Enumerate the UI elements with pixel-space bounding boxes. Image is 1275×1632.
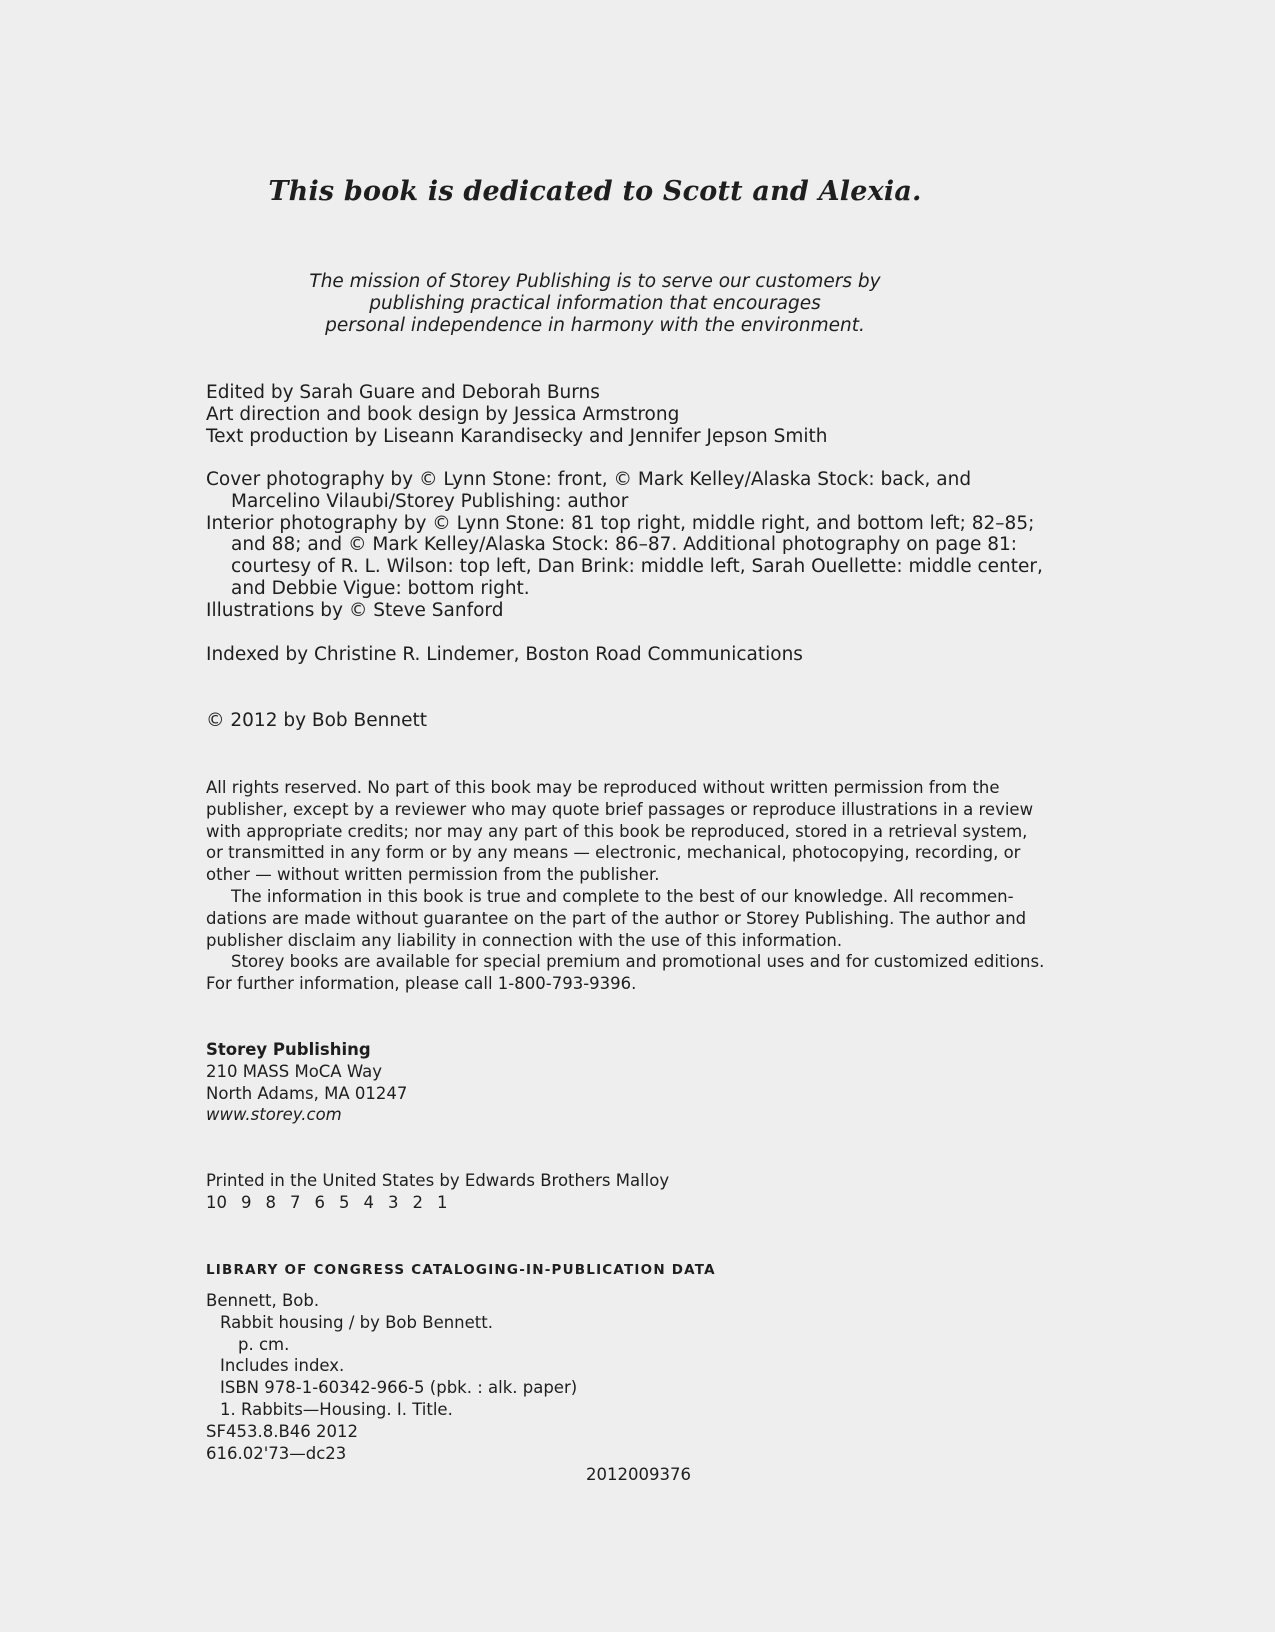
cover-credit: Cover photography by © Lynn Stone: front, © Mark Kelley/Alaska Stock: back, and <box>206 469 972 490</box>
cip-lcc: SF453.8.B46 2012 <box>206 1421 358 1441</box>
disclaimer-line: dations are made without guarantee on the part of the author or Storey Publishing. The author and <box>206 908 1027 928</box>
print-number: 7 <box>290 1192 301 1212</box>
copyright-notice <box>206 710 996 732</box>
interior-credit: Interior photography by © Lynn Stone: 81 top right, middle right, and bottom left; 82–85; <box>206 512 1035 534</box>
rights-line: or transmitted in any form or by any means — electronic, mechanical, photocopying, recording, or <box>206 843 1021 863</box>
rights-line: other — without written permission from the publisher. <box>206 865 660 885</box>
interior-credit-cont: and Debbie Vigue: bottom right. <box>231 577 530 599</box>
cip-data <box>206 1290 996 1464</box>
cip-heading: LIBRARY OF CONGRESS CATALOGING-IN-PUBLICATION DATA <box>206 1262 716 1278</box>
cip-lccn: 2012009376 <box>586 1465 691 1484</box>
index-credit <box>206 644 996 666</box>
rights-line: publisher, except by a reviewer who may quote brief passages or reproduce illustrations in a review <box>206 799 1034 819</box>
cip-subjects: 1. Rabbits—Housing. I. Title. <box>220 1399 453 1419</box>
credit-line: Text production by Liseann Karandisecky and Jennifer Jepson Smith <box>206 425 828 447</box>
dedication: This book is dedicated to Scott and Alexia. <box>268 176 922 207</box>
cip-author: Bennett, Bob. <box>206 1291 320 1310</box>
print-number: 4 <box>363 1192 374 1212</box>
print-number: 3 <box>388 1192 399 1212</box>
interior-credit-cont: and 88; and © Mark Kelley/Alaska Stock: 86–87. Additional photography on page 81: <box>231 534 1017 556</box>
printing-numbers <box>206 1192 996 1214</box>
print-number: 10 <box>206 1192 227 1212</box>
credit-line: Edited by Sarah Guare and Deborah Burns <box>206 382 600 403</box>
publisher-name: Storey Publishing <box>206 1040 371 1059</box>
interior-credit-cont: courtesy of R. L. Wilson: top left, Dan Brink: middle left, Sarah Ouellette: middle center, <box>231 556 1043 578</box>
cip-title: Rabbit housing / by Bob Bennett. <box>220 1312 493 1332</box>
printing-info <box>206 1170 996 1214</box>
special-sales-line: Storey books are available for special premium and promotional uses and for customized editions. <box>231 952 1045 972</box>
rights-line: All rights reserved. No part of this book may be reproduced without written permission from the <box>206 778 1000 797</box>
cip-isbn: ISBN 978-1-60342-966-5 (pbk. : alk. paper) <box>220 1378 578 1398</box>
cover-credit-cont: Marcelino Vilaubi/Storey Publishing: author <box>231 490 629 512</box>
cip-ddc: 616.02'73—dc23 <box>206 1443 347 1463</box>
rights-line: with appropriate credits; nor may any part of this book be reproduced, stored in a retrieval system, <box>206 821 1028 841</box>
printed-by: Printed in the United States by Edwards Brothers Malloy <box>206 1171 670 1190</box>
illustrations-credit: Illustrations by © Steve Sanford <box>206 599 504 621</box>
publisher-website[interactable]: www.storey.com <box>206 1105 342 1125</box>
print-number: 5 <box>339 1192 350 1212</box>
rights-statement <box>206 777 1045 995</box>
mission-line: personal independence in harmony with the environment. <box>325 315 865 336</box>
mission-line: The mission of Storey Publishing is to serve our customers by <box>309 271 881 292</box>
credit-line: Art direction and book design by Jessica Armstrong <box>206 403 680 425</box>
copyright-line: © 2012 by Bob Bennett <box>206 710 427 731</box>
print-number: 8 <box>265 1192 276 1212</box>
indexed-by: Indexed by Christine R. Lindemer, Boston Road Communications <box>206 644 803 665</box>
print-number: 2 <box>412 1192 423 1212</box>
print-number: 9 <box>241 1192 252 1212</box>
publisher-address <box>206 1039 996 1126</box>
special-sales-line: For further information, please call 1-800-793-9396. <box>206 974 637 994</box>
mission-statement <box>0 271 1190 337</box>
disclaimer-line: The information in this book is true and complete to the best of our knowledge. All recommen- <box>231 886 1014 906</box>
print-number: 6 <box>314 1192 325 1212</box>
mission-line: publishing practical information that encourages <box>369 293 821 314</box>
disclaimer-line: publisher disclaim any liability in connection with the use of this information. <box>206 930 843 950</box>
cip-index: Includes index. <box>220 1356 345 1376</box>
print-number: 1 <box>437 1192 448 1212</box>
publisher-city: North Adams, MA 01247 <box>206 1083 408 1103</box>
editorial-credits <box>206 382 996 447</box>
cip-pcm: p. cm. <box>238 1334 290 1354</box>
publisher-street: 210 MASS MoCA Way <box>206 1061 382 1081</box>
photo-credits <box>206 469 1043 622</box>
